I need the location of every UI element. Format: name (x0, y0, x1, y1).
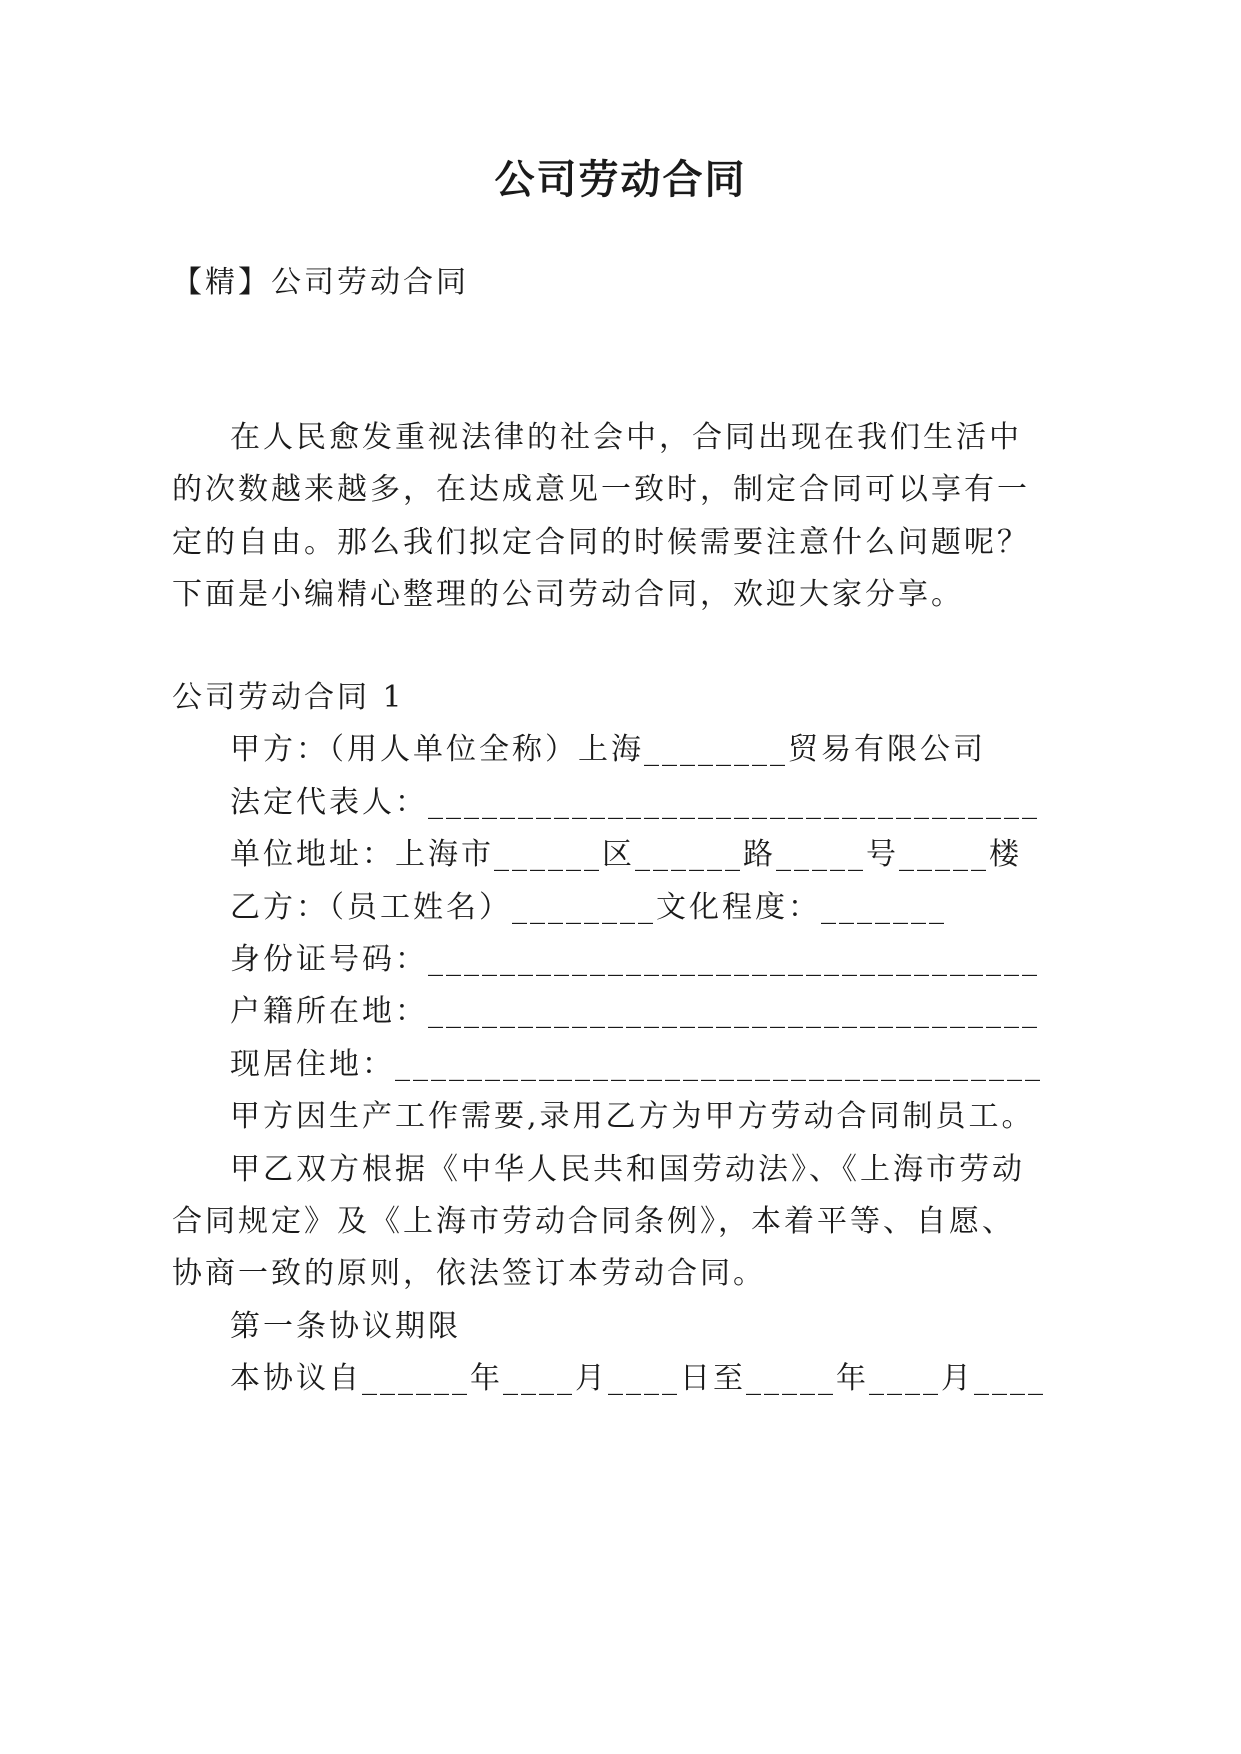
intro-line-1: 在人民愈发重视法律的社会中，合同出现在我们生活中 (230, 420, 1022, 455)
address-line: 单位地址：上海市______区______路_____号_____楼 (230, 837, 1022, 872)
document-title: 公司劳动合同 (494, 156, 747, 203)
clause-hire: 甲方因生产工作需要,录用乙方为甲方劳动合同制员工。 (230, 1099, 1035, 1134)
residence-line: 现居住地：____________________________________ (230, 1047, 1043, 1082)
section-heading: 公司劳动合同 1 (172, 680, 405, 715)
party-b-line: 乙方：（员工姓名）________文化程度：_______ (230, 890, 947, 925)
party-a-line: 甲方：（用人单位全称）上海________贸易有限公司 (230, 732, 986, 767)
legal-rep-line: 法定代表人：__________________________________ (230, 785, 1040, 820)
article-1-title: 第一条协议期限 (230, 1309, 461, 1344)
legal-basis-line-2: 合同规定》及《上海市劳动合同条例》，本着平等、自愿、 (172, 1204, 1015, 1239)
intro-line-2: 的次数越来越多，在达成意见一致时，制定合同可以享有一 (172, 472, 1030, 507)
document-subtitle: 【精】公司劳动合同 (172, 265, 469, 300)
intro-line-4: 下面是小编精心整理的公司劳动合同，欢迎大家分享。 (172, 577, 964, 612)
id-number-line: 身份证号码：__________________________________ (230, 942, 1040, 977)
legal-basis-line-3: 协商一致的原则，依法签订本劳动合同。 (172, 1256, 766, 1291)
article-1-text: 本协议自______年____月____日至_____年____月____ (230, 1361, 1046, 1396)
intro-line-3: 定的自由。那么我们拟定合同的时候需要注意什么问题呢？ (172, 525, 1030, 560)
legal-basis-line-1: 甲乙双方根据《中华人民共和国劳动法》、《上海市劳动 (230, 1152, 1025, 1187)
household-line: 户籍所在地：__________________________________ (230, 994, 1040, 1029)
